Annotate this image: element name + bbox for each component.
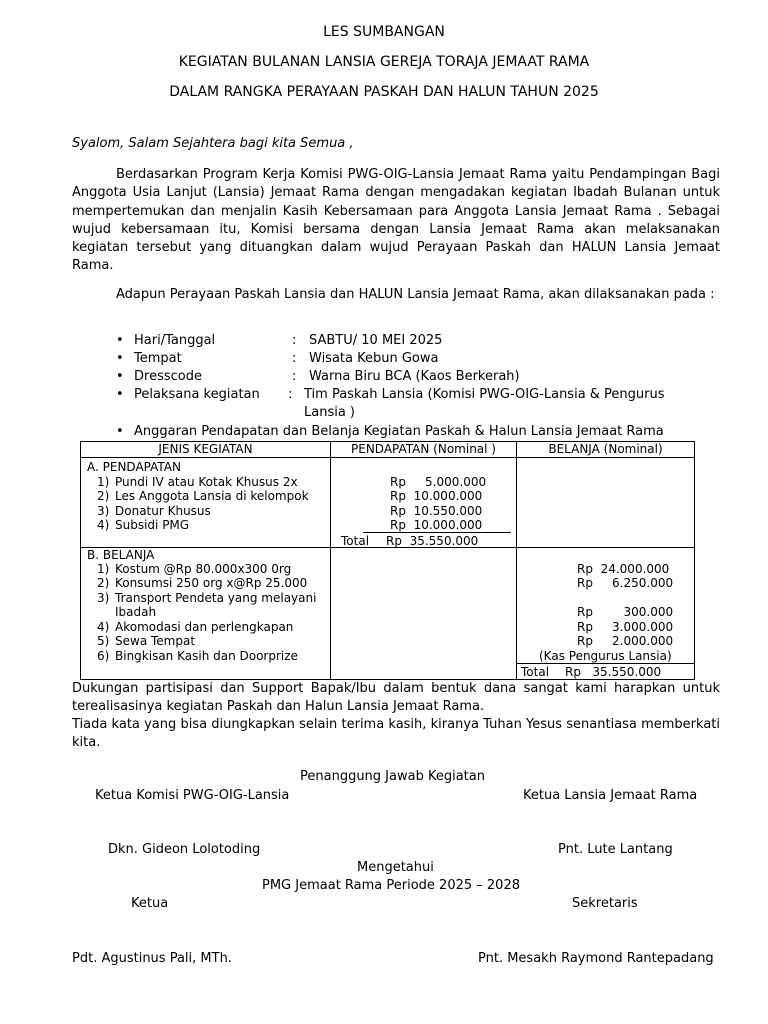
detail-label: Pelaksana kegiatan — [134, 387, 260, 402]
income-amount: Rp 5.000.000 — [390, 475, 487, 489]
header-activity: JENIS KEGIATAN — [81, 442, 331, 458]
title-line-3: DALAM RANGKA PERAYAAN PASKAH DAN HALUN TAHUN 2025 — [169, 84, 599, 100]
list-item: 2) Les Anggota Lansia di kelompok — [97, 489, 309, 503]
income-total-label: Total — [341, 534, 370, 548]
expense-note: (Kas Pengurus Lansia) — [539, 649, 672, 663]
list-item: 1) Pundi IV atau Kotak Khusus 2x — [97, 475, 298, 489]
right-signatory: Pnt. Lute Lantang — [558, 842, 673, 857]
expense-amount: Rp 24.000.000 — [577, 562, 670, 576]
detail-value: Wisata Kebun Gowa — [309, 351, 439, 366]
detail-label: Dresscode — [134, 369, 202, 384]
list-item: 6) Bingkisan Kasih dan Doorprize — [97, 649, 298, 663]
bullet-icon: • — [116, 351, 124, 366]
list-item: 4) Akomodasi dan perlengkapan — [97, 620, 294, 634]
sum-line — [517, 663, 694, 664]
closing-1: Dukungan partisipasi dan Support Bapak/Ibu dalam bentuk dana sangat kami harapkan untuk terealisasinya kegiatan Paskah dan Halun Lansia Jemaat Rama. — [72, 681, 720, 715]
expense-total: Rp 35.550.000 — [565, 665, 662, 679]
list-item: 3) Donatur Khusus — [97, 504, 211, 518]
expense-amount: Rp 3.000.000 — [577, 620, 674, 634]
list-item: 5) Sewa Tempat — [97, 634, 196, 648]
left-role: Ketua Komisi PWG-OIG-Lansia — [95, 788, 290, 803]
detail-value: Warna Biru BCA (Kaos Berkerah) — [309, 369, 520, 384]
expense-row — [81, 548, 695, 680]
left-signatory: Dkn. Gideon Lolotoding — [108, 842, 261, 857]
header-expense: BELANJA (Nominal) — [517, 442, 695, 458]
budget-table — [80, 441, 695, 680]
sum-line — [363, 532, 511, 533]
detail-sep: : — [288, 387, 293, 402]
pmg-heading: PMG Jemaat Rama Periode 2025 – 2028 — [262, 878, 520, 893]
income-row — [81, 458, 695, 548]
income-total: Rp 35.550.000 — [386, 534, 479, 548]
list-item: 4) Subsidi PMG — [97, 518, 190, 532]
detail-value: SABTU/ 10 MEI 2025 — [309, 333, 443, 348]
right-role: Ketua Lansia Jemaat Rama — [523, 788, 698, 803]
bullet-icon: • — [116, 424, 124, 439]
detail-sep: : — [292, 351, 297, 366]
list-item-cont: Ibadah — [115, 605, 157, 619]
table-header-row — [81, 442, 695, 458]
header-income: PENDAPATAN (Nominal ) — [331, 442, 517, 458]
income-title: A. PENDAPATAN — [87, 460, 181, 474]
expense-total-label: Total — [521, 665, 550, 679]
title-line-1: LES SUMBANGAN — [323, 24, 445, 40]
paragraph-1: Berdasarkan Program Kerja Komisi PWG-OIG-Lansia Jemaat Rama yaitu Pendampingan Bagi Anggota Usia Lanjut (Lansia) Jemaat Rama dengan mengadakan kegiatan Ibadah Bulanan untuk mempertemukan dan menjalin Kasih Kebersamaan para Anggota Lansia Jemaat Rama . Sebagai wujud kebersamaan itu, Komisi bersama dengan Lansia Jemaat Rama akan melaksanakan kegiatan tersebut yang dituangkan dalam wujud Perayaan Paskah dan HALUN Lansia Jemaat Rama. — [72, 167, 720, 274]
income-amount: Rp 10.000.000 — [390, 489, 483, 503]
budget-heading-text: Anggaran Pendapatan dan Belanja Kegiatan Paskah & Halun Lansia Jemaat Rama — [134, 424, 664, 439]
responsible-heading: Penanggung Jawab Kegiatan — [300, 769, 485, 784]
expense-amount: Rp 2.000.000 — [577, 634, 674, 648]
detail-label: Hari/Tanggal — [134, 333, 216, 348]
bullet-icon: • — [116, 333, 124, 348]
expense-amount: Rp 6.250.000 — [577, 576, 674, 590]
detail-label: Tempat — [134, 351, 182, 366]
chair-role: Ketua — [131, 896, 169, 911]
chair-signatory: Pdt. Agustinus Pali, MTh. — [72, 951, 232, 966]
income-amount: Rp 10.000.000 — [390, 518, 483, 532]
list-item: 1) Kostum @Rp 80.000x300 0rg — [97, 562, 292, 576]
expense-title: B. BELANJA — [87, 548, 155, 562]
detail-value: Tim Paskah Lansia (Komisi PWG-OIG-Lansia & Pengurus — [304, 387, 665, 402]
secretary-role: Sekretaris — [572, 896, 638, 911]
title-line-2: KEGIATAN BULANAN LANSIA GEREJA TORAJA JEMAAT RAMA — [178, 54, 590, 70]
detail-sep: : — [292, 333, 297, 348]
closing-2: Tiada kata yang bisa diungkapkan selain terima kasih, kiranya Tuhan Yesus senantiasa memberkati kita. — [72, 717, 720, 751]
acknowledged-heading: Mengetahui — [357, 860, 434, 875]
secretary-signatory: Pnt. Mesakh Raymond Rantepadang — [478, 951, 714, 966]
list-item: 2) Konsumsi 250 org x@Rp 25.000 — [97, 576, 308, 590]
list-item: 3) Transport Pendeta yang melayani — [97, 591, 317, 605]
bullet-icon: • — [116, 369, 124, 384]
expense-amount: Rp 300.000 — [577, 605, 674, 619]
greeting: Syalom, Salam Sejahtera bagi kita Semua , — [72, 136, 354, 151]
paragraph-2: Adapun Perayaan Paskah Lansia dan HALUN Lansia Jemaat Rama, akan dilaksanakan pada : — [116, 287, 715, 302]
income-amount: Rp 10.550.000 — [390, 504, 483, 518]
detail-value-cont: Lansia ) — [304, 405, 356, 420]
detail-sep: : — [292, 369, 297, 384]
bullet-icon: • — [116, 387, 124, 402]
